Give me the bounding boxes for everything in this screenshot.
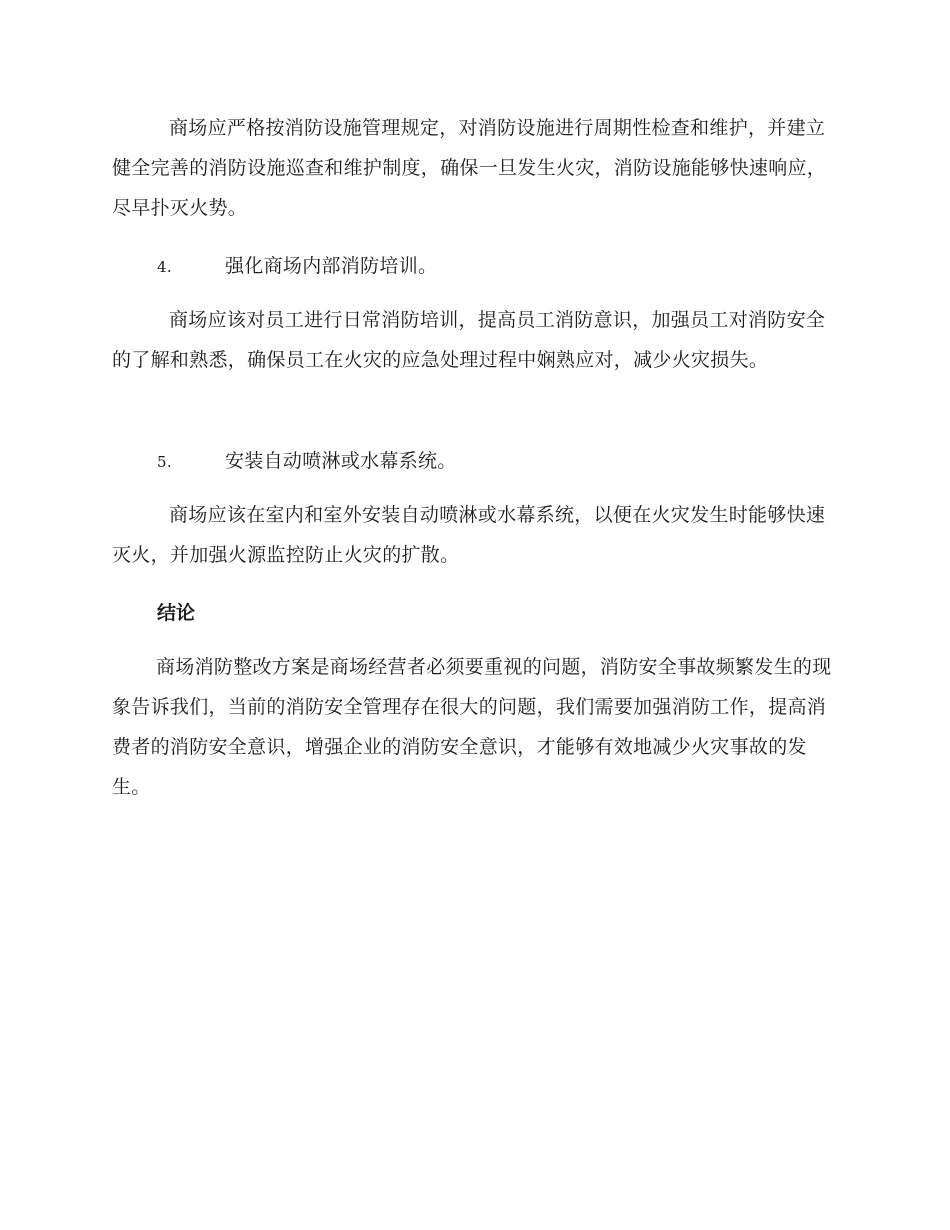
list-item-training <box>157 246 437 287</box>
paragraph-staff-training: 商场应该对员工进行日常消防培训，提高员工消防意识，加强员工对消防安全的了解和熟悉，确保员工在火灾的应急处理过程中娴熟应对，减少火灾损失。 <box>112 309 826 371</box>
list-text: 安装自动喷淋或水幕系统。 <box>225 450 457 472</box>
section-heading-conclusion: 结论 <box>157 602 196 624</box>
paragraph-sprinkler-system: 商场应该在室内和室外安装自动喷淋或水幕系统，以便在火灾发生时能够快速灭火，并加强火源监控防止火灾的扩散。 <box>112 504 826 566</box>
list-number: 5. <box>157 453 172 471</box>
list-item-sprinkler <box>157 441 457 482</box>
paragraph-conclusion: 商场消防整改方案是商场经营者必须要重视的问题，消防安全事故频繁发生的现象告诉我们，当前的消防安全管理存在很大的问题，我们需要加强消防工作，提高消费者的消防安全意识，增强企业的消防安全意识，才能够有效地减少火灾事故的发生。 <box>112 656 832 798</box>
list-text: 强化商场内部消防培训。 <box>225 255 438 277</box>
list-number: 4. <box>157 258 172 276</box>
paragraph-facility-maintenance: 商场应严格按消防设施管理规定，对消防设施进行周期性检查和维护，并建立健全完善的消防设施巡查和维护制度，确保一旦发生火灾，消防设施能够快速响应，尽早扑灭火势。 <box>112 117 827 219</box>
